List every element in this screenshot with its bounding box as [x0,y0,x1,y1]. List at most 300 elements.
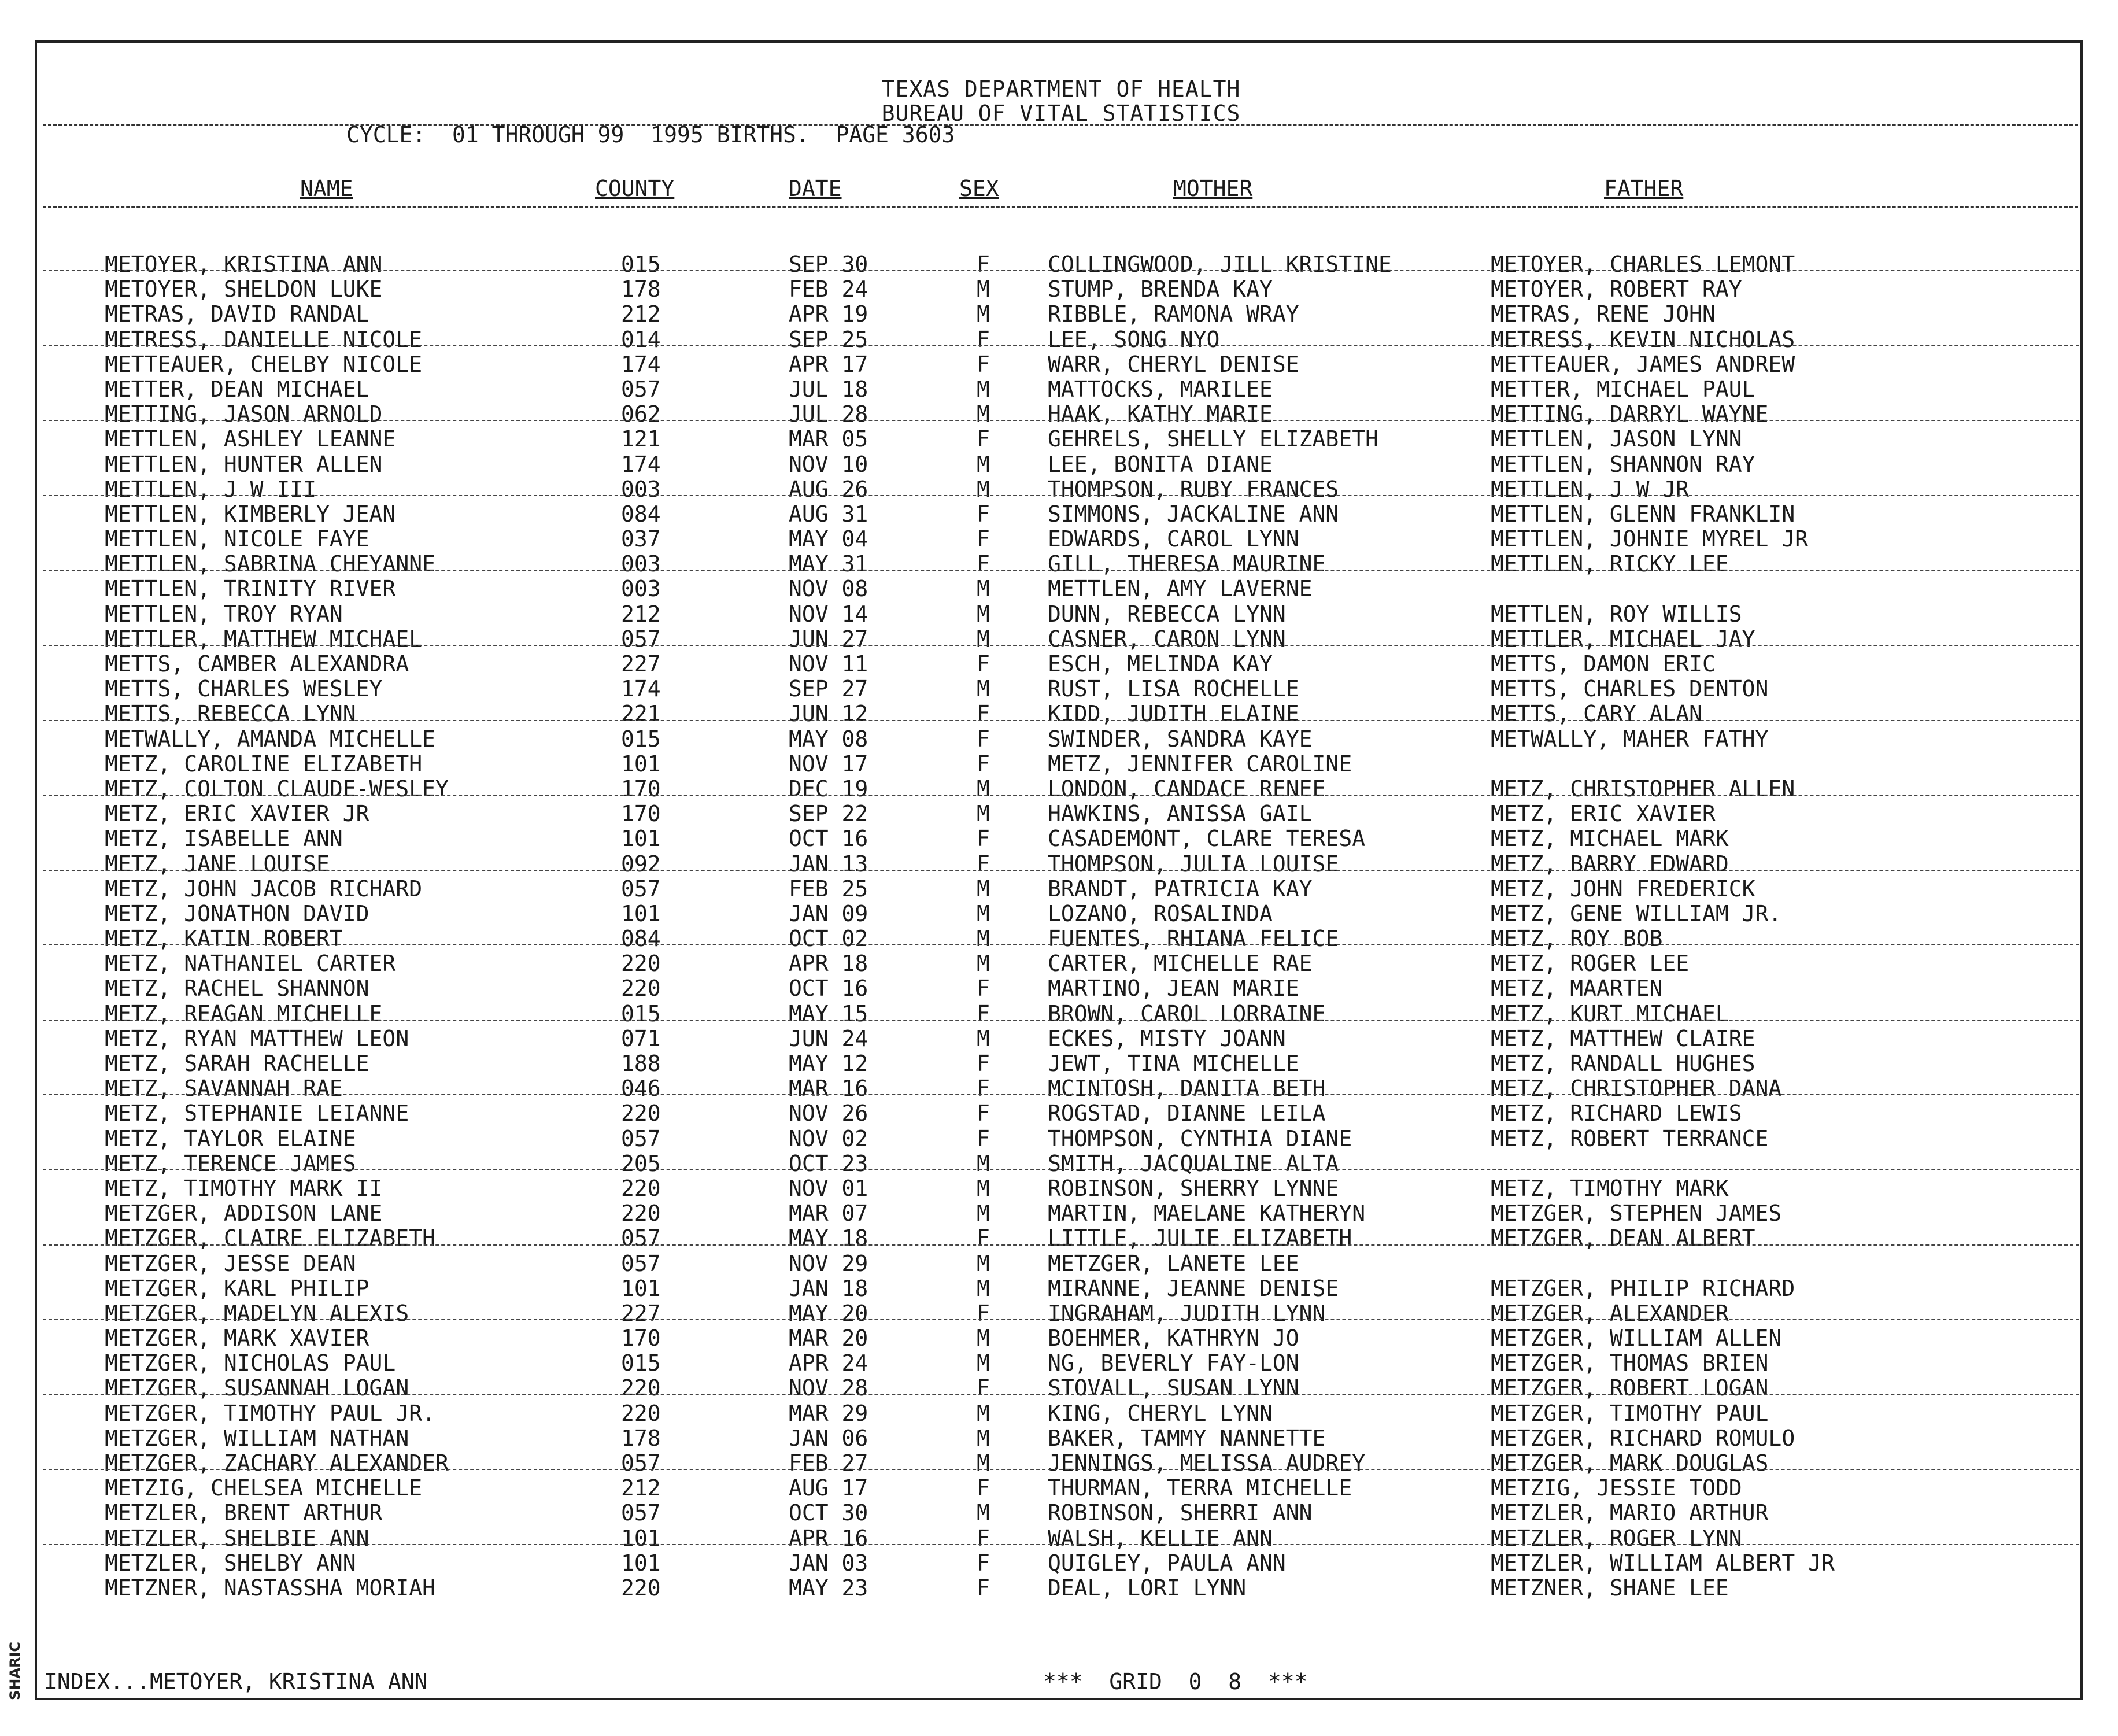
cell-name: METTLEN, TRINITY RIVER [105,576,396,602]
cell-county: 084 [621,501,661,527]
cell-sex: F [977,851,990,877]
cell-father: METTER, MICHAEL PAUL [1491,376,1755,402]
cell-name: METTER, DEAN MICHAEL [105,376,369,402]
cell-name: METTING, JASON ARNOLD [105,401,383,427]
table-row [37,1451,2085,1476]
cell-sex: M [977,1025,990,1051]
cell-name: METZ, TAYLOR ELAINE [105,1125,356,1151]
table-row [37,701,2085,726]
table-row [37,1151,2085,1176]
cell-county: 174 [621,676,661,702]
cell-sex: F [977,526,990,552]
table-row [37,1176,2085,1201]
cell-mother: RIBBLE, RAMONA WRAY [1048,301,1299,327]
cell-county: 101 [621,1275,661,1301]
cell-date: JAN 06 [789,1425,868,1451]
cell-date: JUL 28 [789,401,868,427]
cell-name: METZGER, MADELYN ALEXIS [105,1300,409,1326]
cell-father: METZ, JOHN FREDERICK [1491,876,1755,902]
cell-sex: F [977,976,990,1002]
cell-name: METTS, CHARLES WESLEY [105,676,383,702]
cell-mother: EDWARDS, CAROL LYNN [1048,526,1299,552]
cell-father: METOYER, ROBERT RAY [1491,276,1742,302]
cell-father: METZGER, RICHARD ROMULO [1491,1425,1795,1451]
cell-mother: KIDD, JUDITH ELAINE [1048,701,1299,727]
grid-label: *** GRID 0 8 *** [1043,1669,1308,1694]
table-row [37,277,2085,302]
cell-name: METZGER, TIMOTHY PAUL JR. [105,1400,435,1426]
cell-mother: BAKER, TAMMY NANNETTE [1048,1425,1326,1451]
cell-county: 212 [621,601,661,627]
cell-county: 046 [621,1076,661,1102]
cell-mother: THOMPSON, CYNTHIA DIANE [1048,1125,1352,1151]
cell-mother: ESCH, MELINDA KAY [1048,651,1273,677]
cell-sex: F [977,1225,990,1251]
cell-name: METTLEN, J W III [105,476,317,502]
cell-sex: F [977,426,990,452]
cell-mother: JENNINGS, MELISSA AUDREY [1048,1450,1366,1476]
cell-county: 174 [621,351,661,377]
cell-father: METZ, MAARTEN [1491,976,1663,1002]
cell-sex: F [977,826,990,852]
cell-mother: FUENTES, RHIANA FELICE [1048,926,1339,952]
table-row [37,627,2085,652]
table-row [37,327,2085,352]
table-row [37,552,2085,577]
table-row [37,1026,2085,1051]
cell-name: METZLER, SHELBIE ANN [105,1525,369,1551]
cell-county: 212 [621,1475,661,1501]
cell-mother: STOVALL, SUSAN LYNN [1048,1375,1299,1401]
cell-date: NOV 28 [789,1375,868,1401]
cell-county: 178 [621,276,661,302]
cell-father: METTLEN, ROY WILLIS [1491,601,1742,627]
cell-county: 015 [621,1350,661,1376]
cell-mother: MCINTOSH, DANITA BETH [1048,1076,1326,1102]
cell-mother: DEAL, LORI LYNN [1048,1575,1247,1601]
cell-father: METZGER, THOMAS BRIEN [1491,1350,1769,1376]
cell-county: 037 [621,526,661,552]
cell-father: METTLEN, GLENN FRANKLIN [1491,501,1795,527]
cell-name: METTLEN, NICOLE FAYE [105,526,369,552]
cell-county: 227 [621,1300,661,1326]
cell-mother: RUST, LISA ROCHELLE [1048,676,1299,702]
cell-mother: BROWN, CAROL LORRAINE [1048,1000,1326,1026]
cell-sex: F [977,651,990,677]
cell-sex: F [977,1575,990,1601]
cell-sex: M [977,1500,990,1526]
table-row [37,1401,2085,1426]
cell-father: METZ, CHRISTOPHER DANA [1491,1076,1782,1102]
cell-county: 057 [621,1450,661,1476]
cell-county: 057 [621,1500,661,1526]
cell-sex: F [977,1300,990,1326]
cell-father: METZ, ROY BOB [1491,926,1663,952]
cell-date: NOV 01 [789,1175,868,1201]
cell-mother: METZGER, LANETE LEE [1048,1250,1299,1276]
cell-father: METZLER, ROGER LYNN [1491,1525,1742,1551]
cell-county: 220 [621,1400,661,1426]
cell-name: METZ, REAGAN MICHELLE [105,1000,383,1026]
cell-mother: THOMPSON, RUBY FRANCES [1048,476,1339,502]
cell-sex: M [977,1201,990,1227]
table-row [37,752,2085,777]
cell-mother: MARTIN, MAELANE KATHERYN [1048,1201,1366,1227]
cell-date: OCT 02 [789,926,868,952]
cell-mother: LITTLE, JULIE ELIZABETH [1048,1225,1352,1251]
cell-name: METZGER, NICHOLAS PAUL [105,1350,396,1376]
cell-name: METZIG, CHELSEA MICHELLE [105,1475,423,1501]
cell-date: SEP 27 [789,676,868,702]
cell-date: MAY 18 [789,1225,868,1251]
cell-name: METZGER, JESSE DEAN [105,1250,356,1276]
cell-sex: F [977,1125,990,1151]
cell-mother: QUIGLEY, PAULA ANN [1048,1550,1286,1576]
cell-father: METTEAUER, JAMES ANDREW [1491,351,1795,377]
cell-name: METZ, ISABELLE ANN [105,826,343,852]
cell-father: METZLER, MARIO ARTHUR [1491,1500,1769,1526]
cell-mother: BOEHMER, KATHRYN JO [1048,1325,1299,1351]
cell-father: METWALLY, MAHER FATHY [1491,726,1769,752]
cell-name: METTS, REBECCA LYNN [105,701,356,727]
cell-sex: M [977,676,990,702]
cell-name: METTLEN, ASHLEY LEANNE [105,426,396,452]
cell-county: 015 [621,1000,661,1026]
cell-name: METTS, CAMBER ALEXANDRA [105,651,409,677]
cell-sex: M [977,476,990,502]
cell-date: NOV 14 [789,601,868,627]
cell-father: METZ, TIMOTHY MARK [1491,1175,1729,1201]
cell-county: 057 [621,876,661,902]
cell-name: METRAS, DAVID RANDAL [105,301,369,327]
cell-county: 220 [621,976,661,1002]
cell-mother: MIRANNE, JEANNE DENISE [1048,1275,1339,1301]
table-row [37,852,2085,877]
cell-date: FEB 24 [789,276,868,302]
cell-date: FEB 27 [789,1450,868,1476]
cell-date: MAR 07 [789,1201,868,1227]
table-row [37,1426,2085,1451]
column-header-date: DATE [789,176,842,201]
cell-name: METZ, JANE LOUISE [105,851,330,877]
table-row [37,577,2085,601]
cell-date: NOV 10 [789,451,868,477]
cell-father: METZ, GENE WILLIAM JR. [1491,900,1782,926]
cell-name: METZGER, ZACHARY ALEXANDER [105,1450,449,1476]
cell-county: 220 [621,951,661,977]
cell-father: METZGER, MARK DOUGLAS [1491,1450,1769,1476]
cell-date: NOV 29 [789,1250,868,1276]
cell-date: NOV 11 [789,651,868,677]
record-frame [35,40,2083,1700]
cell-county: 220 [621,1375,661,1401]
cell-county: 220 [621,1201,661,1227]
cell-father: METRESS, KEVIN NICHOLAS [1491,326,1795,352]
cell-mother: CARTER, MICHELLE RAE [1048,951,1313,977]
table-row [37,1076,2085,1101]
cell-mother: WARR, CHERYL DENISE [1048,351,1299,377]
cell-county: 057 [621,1125,661,1151]
cell-name: METZ, CAROLINE ELIZABETH [105,751,423,777]
cell-sex: M [977,876,990,902]
cell-county: 101 [621,826,661,852]
cell-date: AUG 17 [789,1475,868,1501]
table-row [37,427,2085,452]
cell-date: NOV 08 [789,576,868,602]
cell-county: 003 [621,576,661,602]
cell-sex: F [977,1000,990,1026]
cell-sex: M [977,926,990,952]
cell-county: 015 [621,726,661,752]
cycle-line: CYCLE: 01 THROUGH 99 1995 BIRTHS. PAGE 3603 [346,122,955,147]
cell-mother: STUMP, BRENDA KAY [1048,276,1273,302]
cell-mother: INGRAHAM, JUDITH LYNN [1048,1300,1326,1326]
cell-mother: MARTINO, JEAN MARIE [1048,976,1299,1002]
cell-father: METZGER, WILLIAM ALLEN [1491,1325,1782,1351]
cell-county: 003 [621,551,661,577]
table-row [37,677,2085,701]
table-row [37,727,2085,752]
cell-mother: NG, BEVERLY FAY-LON [1048,1350,1299,1376]
cell-father: METZ, CHRISTOPHER ALLEN [1491,775,1795,801]
cell-date: NOV 26 [789,1100,868,1126]
cell-date: AUG 26 [789,476,868,502]
cell-sex: M [977,1450,990,1476]
cell-date: SEP 25 [789,326,868,352]
cell-name: METTLEN, HUNTER ALLEN [105,451,383,477]
cell-county: 174 [621,451,661,477]
cell-sex: F [977,726,990,752]
column-header-divider [43,206,2078,208]
cell-county: 220 [621,1175,661,1201]
cell-name: METZLER, SHELBY ANN [105,1550,356,1576]
cell-mother: KING, CHERYL LYNN [1048,1400,1273,1426]
cell-date: APR 24 [789,1350,868,1376]
cell-date: JUN 24 [789,1025,868,1051]
cell-mother: LEE, SONG NYO [1048,326,1220,352]
column-header-mother: MOTHER [1173,176,1253,201]
cell-county: 003 [621,476,661,502]
cell-county: 062 [621,401,661,427]
cell-name: METZGER, WILLIAM NATHAN [105,1425,409,1451]
cell-father: METZGER, DEAN ALBERT [1491,1225,1755,1251]
cell-mother: THURMAN, TERRA MICHELLE [1048,1475,1352,1501]
cell-sex: M [977,1175,990,1201]
cell-sex: M [977,301,990,327]
index-label: INDEX...METOYER, KRISTINA ANN [44,1669,428,1694]
cell-sex: M [977,1250,990,1276]
records-table [37,252,2085,1601]
cell-date: MAY 23 [789,1575,868,1601]
cell-date: JUN 12 [789,701,868,727]
table-row [37,1002,2085,1026]
cell-sex: M [977,451,990,477]
cell-date: JAN 13 [789,851,868,877]
cell-name: METZGER, MARK XAVIER [105,1325,369,1351]
cell-name: METTLEN, TROY RYAN [105,601,343,627]
table-row [37,1476,2085,1501]
table-row [37,502,2085,527]
cell-mother: GILL, THERESA MAURINE [1048,551,1326,577]
table-row [37,302,2085,327]
table-row [37,477,2085,502]
cell-name: METZ, TERENCE JAMES [105,1150,356,1176]
cell-mother: SMITH, JACQUALINE ALTA [1048,1150,1339,1176]
cell-date: FEB 25 [789,876,868,902]
table-row [37,1376,2085,1401]
table-row [37,951,2085,976]
cell-county: 188 [621,1051,661,1076]
table-row [37,1051,2085,1076]
cell-sex: M [977,601,990,627]
cell-father: METTLER, MICHAEL JAY [1491,626,1755,652]
cell-father: METZ, RANDALL HUGHES [1491,1051,1755,1076]
cell-father: METZ, KURT MICHAEL [1491,1000,1729,1026]
cell-father: METZ, RICHARD LEWIS [1491,1100,1742,1126]
cell-sex: M [977,1425,990,1451]
cell-date: MAY 04 [789,526,868,552]
cell-mother: ROGSTAD, DIANNE LEILA [1048,1100,1326,1126]
column-header-sex: SEX [959,176,999,201]
cell-sex: F [977,1475,990,1501]
cell-father: METTS, CARY ALAN [1491,701,1703,727]
cell-name: METZ, ERIC XAVIER JR [105,801,369,827]
cell-mother: DUNN, REBECCA LYNN [1048,601,1286,627]
cell-sex: M [977,1325,990,1351]
cell-sex: M [977,1350,990,1376]
cell-date: MAY 12 [789,1051,868,1076]
cell-date: MAR 05 [789,426,868,452]
cell-mother: LONDON, CANDACE RENEE [1048,775,1326,801]
cell-sex: F [977,1051,990,1076]
cell-sex: M [977,276,990,302]
cell-county: 170 [621,801,661,827]
cell-county: 084 [621,926,661,952]
cell-mother: SWINDER, SANDRA KAYE [1048,726,1313,752]
cell-father: METZNER, SHANE LEE [1491,1575,1729,1601]
cell-county: 227 [621,651,661,677]
cell-father: METTS, CHARLES DENTON [1491,676,1769,702]
cell-date: JUL 18 [789,376,868,402]
table-row [37,877,2085,902]
cell-county: 121 [621,426,661,452]
cell-mother: CASADEMONT, CLARE TERESA [1048,826,1366,852]
table-row [37,402,2085,427]
cell-date: JUN 27 [789,626,868,652]
table-row [37,252,2085,277]
cell-name: METTEAUER, CHELBY NICOLE [105,351,423,377]
cell-county: 170 [621,1325,661,1351]
cell-name: METZLER, BRENT ARTHUR [105,1500,383,1526]
cell-sex: M [977,626,990,652]
cell-father: METTLEN, JOHNIE MYREL JR [1491,526,1809,552]
table-row [37,1501,2085,1526]
cell-sex: M [977,1275,990,1301]
cell-sex: M [977,801,990,827]
cell-mother: CASNER, CARON LYNN [1048,626,1286,652]
cell-sex: M [977,401,990,427]
table-row [37,1301,2085,1326]
cell-county: 101 [621,1525,661,1551]
cell-date: OCT 23 [789,1150,868,1176]
table-row [37,1526,2085,1551]
side-label: SHARIC [7,1642,23,1700]
table-row [37,1201,2085,1226]
cell-mother: BRANDT, PATRICIA KAY [1048,876,1313,902]
cell-father: METZGER, PHILIP RICHARD [1491,1275,1795,1301]
cell-name: METZ, TIMOTHY MARK II [105,1175,383,1201]
cell-father: METZ, MATTHEW CLAIRE [1491,1025,1755,1051]
cell-mother: SIMMONS, JACKALINE ANN [1048,501,1339,527]
cell-mother: LOZANO, ROSALINDA [1048,900,1273,926]
cell-date: APR 19 [789,301,868,327]
cell-father: METTLEN, RICKY LEE [1491,551,1729,577]
cell-sex: M [977,1150,990,1176]
table-row [37,1326,2085,1351]
cell-sex: F [977,551,990,577]
cell-name: METZ, RACHEL SHANNON [105,976,369,1002]
cell-mother: COLLINGWOOD, JILL KRISTINE [1048,252,1392,277]
cell-county: 057 [621,1225,661,1251]
cell-name: METZ, KATIN ROBERT [105,926,343,952]
cell-sex: F [977,501,990,527]
cell-county: 178 [621,1425,661,1451]
cell-sex: F [977,252,990,277]
cell-name: METZ, SARAH RACHELLE [105,1051,369,1076]
cell-father: METZIG, JESSIE TODD [1491,1475,1742,1501]
cell-mother: LEE, BONITA DIANE [1048,451,1273,477]
agency-title: TEXAS DEPARTMENT OF HEALTH [881,76,1241,102]
cell-name: METWALLY, AMANDA MICHELLE [105,726,435,752]
table-row [37,926,2085,951]
cell-father: METZGER, TIMOTHY PAUL [1491,1400,1769,1426]
cell-date: SEP 22 [789,801,868,827]
cell-name: METZGER, KARL PHILIP [105,1275,369,1301]
cell-county: 101 [621,1550,661,1576]
cell-sex: F [977,701,990,727]
cell-county: 212 [621,301,661,327]
cell-county: 015 [621,252,661,277]
cell-name: METZ, COLTON CLAUDE-WESLEY [105,775,449,801]
cell-sex: F [977,1375,990,1401]
cell-county: 205 [621,1150,661,1176]
cell-name: METOYER, KRISTINA ANN [105,252,383,277]
cell-mother: MATTOCKS, MARILEE [1048,376,1273,402]
table-row [37,602,2085,627]
cell-date: SEP 30 [789,252,868,277]
cell-mother: METTLEN, AMY LAVERNE [1048,576,1313,602]
cell-name: METTLEN, KIMBERLY JEAN [105,501,396,527]
cell-sex: F [977,1100,990,1126]
cell-date: JAN 03 [789,1550,868,1576]
cell-sex: M [977,576,990,602]
cell-sex: F [977,1550,990,1576]
cell-county: 071 [621,1025,661,1051]
cell-date: MAY 20 [789,1300,868,1326]
cell-sex: M [977,775,990,801]
cell-county: 221 [621,701,661,727]
cell-father: METTS, DAMON ERIC [1491,651,1716,677]
cell-date: AUG 31 [789,501,868,527]
table-row [37,352,2085,377]
cell-date: MAR 20 [789,1325,868,1351]
cell-father: METTLEN, JASON LYNN [1491,426,1742,452]
cell-date: JAN 09 [789,900,868,926]
cell-name: METZ, SAVANNAH RAE [105,1076,343,1102]
cell-father: METOYER, CHARLES LEMONT [1491,252,1795,277]
table-row [37,452,2085,477]
cell-county: 014 [621,326,661,352]
